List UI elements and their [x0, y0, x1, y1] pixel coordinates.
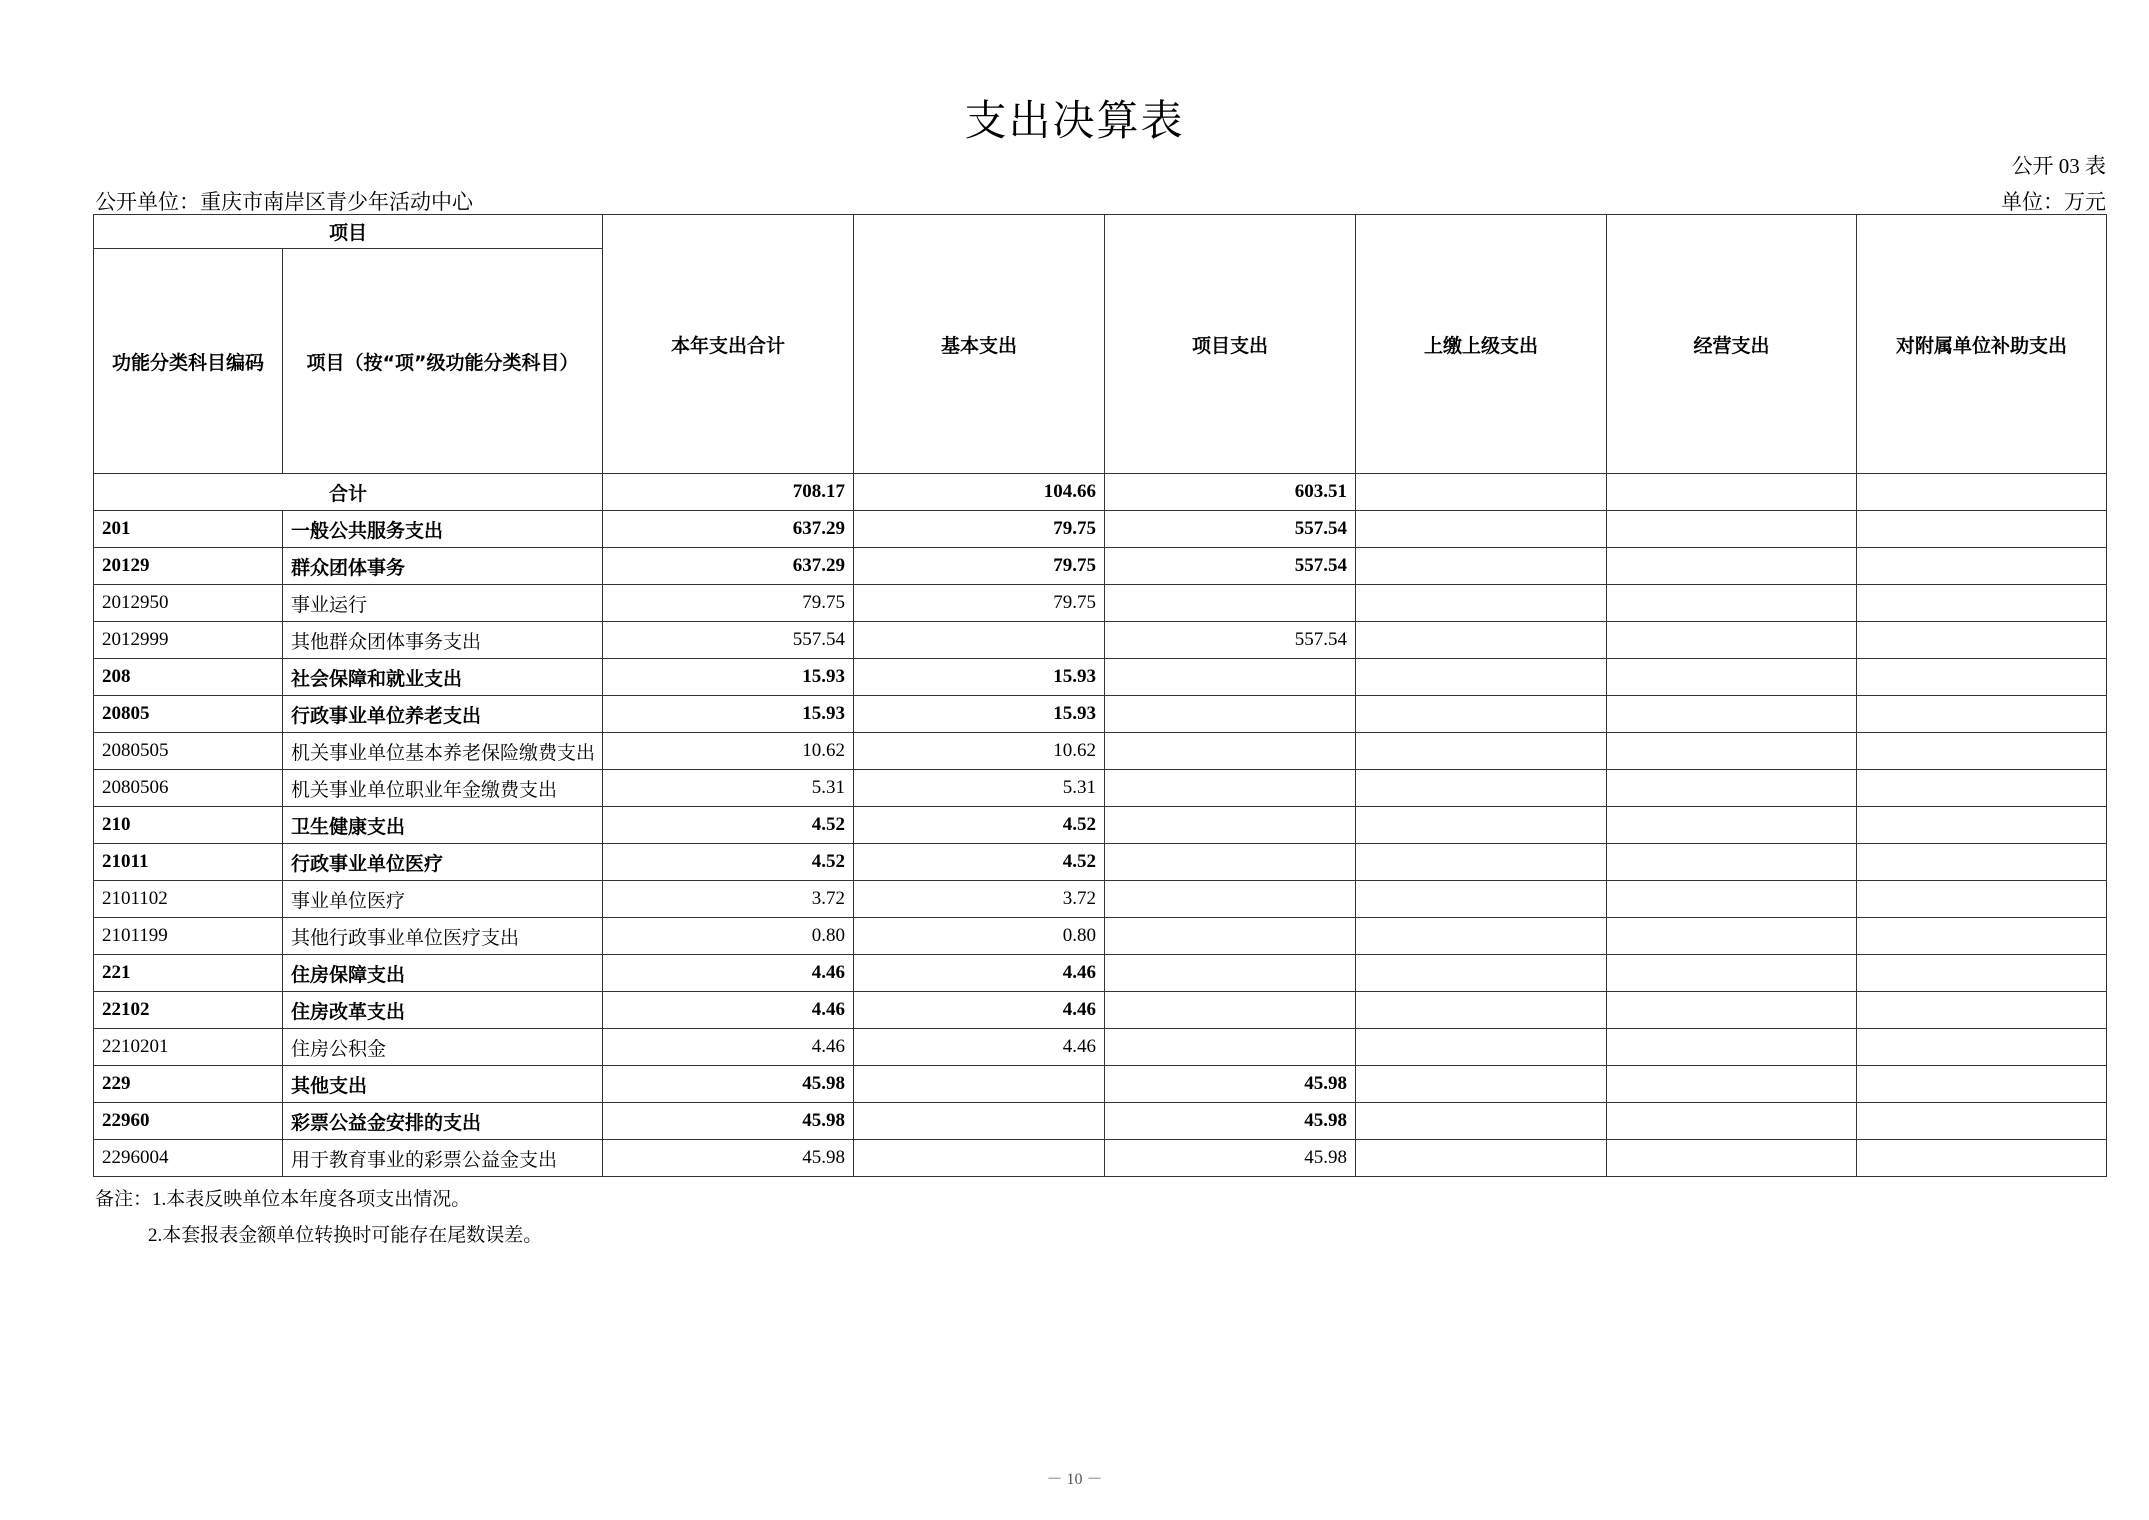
cell-basic: 5.31 — [854, 770, 1105, 807]
cell-code: 221 — [94, 955, 283, 992]
cell-project-exp — [1105, 733, 1356, 770]
cell-basic: 10.62 — [854, 733, 1105, 770]
cell-upper — [1356, 1103, 1607, 1140]
cell-upper — [1356, 1140, 1607, 1177]
cell-upper — [1356, 1029, 1607, 1066]
cell-upper — [1356, 770, 1607, 807]
table-row — [94, 992, 2107, 1029]
table-row — [94, 807, 2107, 844]
cell-total: 0.80 — [603, 918, 854, 955]
cell-code: 22102 — [94, 992, 283, 1029]
table-row — [94, 770, 2107, 807]
cell-project-exp — [1105, 1029, 1356, 1066]
cell-subsidy — [1857, 770, 2107, 807]
table-row — [94, 659, 2107, 696]
cell-subsidy — [1857, 622, 2107, 659]
currency-unit: 单位：万元 — [2001, 190, 2106, 214]
cell-project-exp: 557.54 — [1105, 622, 1356, 659]
cell-project-exp — [1105, 770, 1356, 807]
cell-name: 群众团体事务 — [283, 548, 603, 585]
header-project: 项目 — [94, 215, 603, 249]
cell-operating — [1607, 770, 1857, 807]
table-row — [94, 1103, 2107, 1140]
cell-upper — [1356, 733, 1607, 770]
cell-project-exp — [1105, 585, 1356, 622]
cell-total: 79.75 — [603, 585, 854, 622]
total-subsidy — [1857, 474, 2107, 511]
cell-upper — [1356, 881, 1607, 918]
cell-upper — [1356, 807, 1607, 844]
cell-code: 2101199 — [94, 918, 283, 955]
cell-name: 行政事业单位养老支出 — [283, 696, 603, 733]
cell-total: 4.46 — [603, 955, 854, 992]
cell-project-exp — [1105, 696, 1356, 733]
cell-code: 2012999 — [94, 622, 283, 659]
cell-basic: 4.52 — [854, 844, 1105, 881]
cell-subsidy — [1857, 733, 2107, 770]
table-row — [94, 1066, 2107, 1103]
header-project-expense: 项目支出 — [1105, 215, 1356, 474]
cell-basic — [854, 1103, 1105, 1140]
total-basic: 104.66 — [854, 474, 1105, 511]
cell-name: 用于教育事业的彩票公益金支出 — [283, 1140, 603, 1177]
header-basic: 基本支出 — [854, 215, 1105, 474]
cell-name: 住房保障支出 — [283, 955, 603, 992]
form-number: 公开 03 表 — [2011, 154, 2106, 178]
cell-code: 22960 — [94, 1103, 283, 1140]
cell-operating — [1607, 1103, 1857, 1140]
cell-project-exp: 557.54 — [1105, 511, 1356, 548]
cell-total: 5.31 — [603, 770, 854, 807]
cell-upper — [1356, 1066, 1607, 1103]
cell-code: 2101102 — [94, 881, 283, 918]
cell-name: 事业运行 — [283, 585, 603, 622]
cell-operating — [1607, 548, 1857, 585]
cell-subsidy — [1857, 918, 2107, 955]
cell-code: 20129 — [94, 548, 283, 585]
cell-subsidy — [1857, 807, 2107, 844]
header-code: 功能分类科目编码 — [94, 249, 283, 474]
table-row — [94, 622, 2107, 659]
cell-subsidy — [1857, 844, 2107, 881]
cell-name: 社会保障和就业支出 — [283, 659, 603, 696]
cell-subsidy — [1857, 992, 2107, 1029]
cell-basic: 0.80 — [854, 918, 1105, 955]
cell-operating — [1607, 918, 1857, 955]
cell-project-exp: 45.98 — [1105, 1140, 1356, 1177]
cell-name: 其他行政事业单位医疗支出 — [283, 918, 603, 955]
cell-code: 229 — [94, 1066, 283, 1103]
cell-upper — [1356, 622, 1607, 659]
cell-code: 208 — [94, 659, 283, 696]
cell-name: 彩票公益金安排的支出 — [283, 1103, 603, 1140]
table-row — [94, 918, 2107, 955]
cell-name: 其他支出 — [283, 1066, 603, 1103]
cell-total: 4.46 — [603, 1029, 854, 1066]
table-row — [94, 548, 2107, 585]
cell-basic: 4.52 — [854, 807, 1105, 844]
cell-code: 2080506 — [94, 770, 283, 807]
cell-subsidy — [1857, 511, 2107, 548]
cell-total: 4.52 — [603, 807, 854, 844]
cell-subsidy — [1857, 1103, 2107, 1140]
cell-name: 住房改革支出 — [283, 992, 603, 1029]
table-row — [94, 696, 2107, 733]
cell-code: 2296004 — [94, 1140, 283, 1177]
cell-operating — [1607, 622, 1857, 659]
reporting-unit: 公开单位：重庆市南岸区青少年活动中心 — [95, 190, 473, 214]
cell-total: 10.62 — [603, 733, 854, 770]
total-total: 708.17 — [603, 474, 854, 511]
table-row — [94, 733, 2107, 770]
cell-total: 637.29 — [603, 548, 854, 585]
table-row — [94, 1029, 2107, 1066]
cell-operating — [1607, 585, 1857, 622]
table-row — [94, 1140, 2107, 1177]
cell-subsidy — [1857, 585, 2107, 622]
cell-operating — [1607, 1029, 1857, 1066]
cell-basic: 3.72 — [854, 881, 1105, 918]
note-line-2: 2.本套报表金额单位转换时可能存在尾数误差。 — [148, 1225, 543, 1246]
expenditure-table — [93, 214, 2107, 1177]
cell-name: 卫生健康支出 — [283, 807, 603, 844]
cell-operating — [1607, 659, 1857, 696]
cell-upper — [1356, 585, 1607, 622]
header-name: 项目（按“项”级功能分类科目） — [283, 249, 603, 474]
cell-subsidy — [1857, 696, 2107, 733]
cell-basic: 79.75 — [854, 511, 1105, 548]
cell-project-exp — [1105, 844, 1356, 881]
cell-total: 15.93 — [603, 696, 854, 733]
header-operating: 经营支出 — [1607, 215, 1857, 474]
cell-operating — [1607, 511, 1857, 548]
total-upper — [1356, 474, 1607, 511]
cell-basic: 4.46 — [854, 955, 1105, 992]
cell-operating — [1607, 807, 1857, 844]
cell-total: 15.93 — [603, 659, 854, 696]
page-number: － 10 － — [1046, 1471, 1103, 1488]
cell-subsidy — [1857, 955, 2107, 992]
cell-subsidy — [1857, 881, 2107, 918]
header-subsidy: 对附属单位补助支出 — [1857, 215, 2107, 474]
cell-total: 557.54 — [603, 622, 854, 659]
cell-operating — [1607, 992, 1857, 1029]
cell-total: 4.52 — [603, 844, 854, 881]
cell-name: 一般公共服务支出 — [283, 511, 603, 548]
cell-basic — [854, 622, 1105, 659]
cell-operating — [1607, 1066, 1857, 1103]
cell-basic — [854, 1066, 1105, 1103]
total-project-expense: 603.51 — [1105, 474, 1356, 511]
cell-basic: 79.75 — [854, 548, 1105, 585]
cell-operating — [1607, 844, 1857, 881]
cell-subsidy — [1857, 1140, 2107, 1177]
cell-total: 4.46 — [603, 992, 854, 1029]
cell-project-exp: 45.98 — [1105, 1066, 1356, 1103]
cell-project-exp: 45.98 — [1105, 1103, 1356, 1140]
cell-subsidy — [1857, 548, 2107, 585]
table-row — [94, 844, 2107, 881]
cell-total: 45.98 — [603, 1103, 854, 1140]
note-line-1: 备注：1.本表反映单位本年度各项支出情况。 — [95, 1189, 471, 1210]
total-label: 合计 — [94, 474, 603, 511]
cell-code: 20805 — [94, 696, 283, 733]
cell-operating — [1607, 696, 1857, 733]
cell-operating — [1607, 1140, 1857, 1177]
cell-code: 201 — [94, 511, 283, 548]
cell-upper — [1356, 918, 1607, 955]
table-row — [94, 955, 2107, 992]
page-title: 支出决算表 — [964, 96, 1185, 145]
notes — [95, 1182, 542, 1254]
cell-name: 事业单位医疗 — [283, 881, 603, 918]
cell-total: 3.72 — [603, 881, 854, 918]
cell-subsidy — [1857, 659, 2107, 696]
header-upper: 上缴上级支出 — [1356, 215, 1607, 474]
cell-upper — [1356, 511, 1607, 548]
cell-upper — [1356, 992, 1607, 1029]
table-row — [94, 881, 2107, 918]
cell-name: 其他群众团体事务支出 — [283, 622, 603, 659]
cell-operating — [1607, 733, 1857, 770]
cell-operating — [1607, 881, 1857, 918]
cell-name: 行政事业单位医疗 — [283, 844, 603, 881]
cell-project-exp: 557.54 — [1105, 548, 1356, 585]
cell-code: 210 — [94, 807, 283, 844]
cell-code: 2080505 — [94, 733, 283, 770]
cell-upper — [1356, 548, 1607, 585]
cell-operating — [1607, 955, 1857, 992]
cell-code: 2012950 — [94, 585, 283, 622]
table-row — [94, 585, 2107, 622]
cell-upper — [1356, 955, 1607, 992]
cell-total: 45.98 — [603, 1140, 854, 1177]
cell-subsidy — [1857, 1029, 2107, 1066]
cell-project-exp — [1105, 992, 1356, 1029]
cell-total: 637.29 — [603, 511, 854, 548]
cell-project-exp — [1105, 807, 1356, 844]
cell-upper — [1356, 696, 1607, 733]
cell-project-exp — [1105, 659, 1356, 696]
cell-upper — [1356, 844, 1607, 881]
cell-basic: 15.93 — [854, 696, 1105, 733]
cell-project-exp — [1105, 881, 1356, 918]
total-row — [94, 474, 2107, 511]
total-operating — [1607, 474, 1857, 511]
cell-upper — [1356, 659, 1607, 696]
cell-subsidy — [1857, 1066, 2107, 1103]
cell-code: 2210201 — [94, 1029, 283, 1066]
cell-basic: 4.46 — [854, 1029, 1105, 1066]
cell-basic: 15.93 — [854, 659, 1105, 696]
cell-project-exp — [1105, 918, 1356, 955]
cell-name: 住房公积金 — [283, 1029, 603, 1066]
table-row — [94, 511, 2107, 548]
cell-name: 机关事业单位职业年金缴费支出 — [283, 770, 603, 807]
cell-total: 45.98 — [603, 1066, 854, 1103]
cell-project-exp — [1105, 955, 1356, 992]
cell-basic: 79.75 — [854, 585, 1105, 622]
cell-basic — [854, 1140, 1105, 1177]
cell-code: 21011 — [94, 844, 283, 881]
cell-name: 机关事业单位基本养老保险缴费支出 — [283, 733, 603, 770]
cell-basic: 4.46 — [854, 992, 1105, 1029]
header-total: 本年支出合计 — [603, 215, 854, 474]
